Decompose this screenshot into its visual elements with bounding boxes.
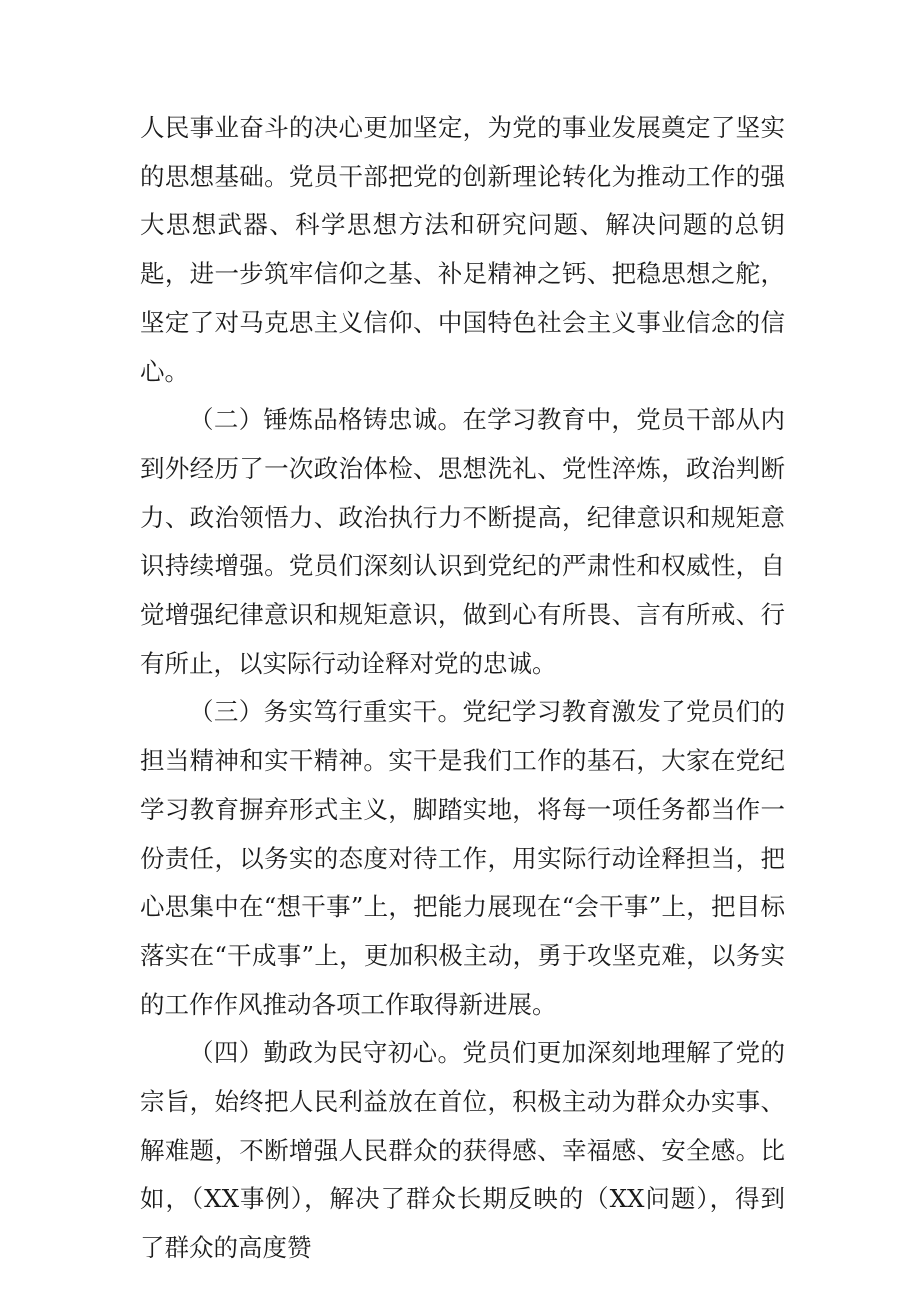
document-body	[140, 104, 785, 1273]
paragraph-section-three: （三）务实笃行重实干。党纪学习教育激发了党员们的担当精神和实干精神。实干是我们工作的基石，大家在党纪学习教育摒弃形式主义，脚踏实地，将每一项任务都当作一份责任，以务实的态度对待工作，用实际行动诠释担当，把心思集中在“想干事”上，把能力展现在“会干事”上，把目标落实在“干成事”上，更加积极主动，勇于攻坚克难，以务实的工作作风推动各项工作取得新进展。	[140, 697, 785, 1019]
paragraph-section-two: （二）锤炼品格铸忠诚。在学习教育中，党员干部从内到外经历了一次政治体检、思想洗礼、党性淬炼，政治判断力、政治领悟力、政治执行力不断提高，纪律意识和规矩意识持续增强。党员们深刻认识到党纪的严肃性和权威性，自觉增强纪律意识和规矩意识，做到心有所畏、言有所戒、行有所止，以实际行动诠释对党的忠诚。	[140, 405, 785, 678]
paragraph-section-four: （四）勤政为民守初心。党员们更加深刻地理解了党的宗旨，始终把人民利益放在首位，积极主动为群众办实事、解难题，不断增强人民群众的获得感、幸福感、安全感。比如，（XX事例），解决了群众长期反映的（XX问题），得到了群众的高度赞	[140, 1038, 785, 1263]
paragraph-continuation: 人民事业奋斗的决心更加坚定，为党的事业发展奠定了坚实的思想基础。党员干部把党的创新理论转化为推动工作的强大思想武器、科学思想方法和研究问题、解决问题的总钥匙，进一步筑牢信仰之基、补足精神之钙、把稳思想之舵，坚定了对马克思主义信仰、中国特色社会主义事业信念的信心。	[140, 113, 785, 386]
